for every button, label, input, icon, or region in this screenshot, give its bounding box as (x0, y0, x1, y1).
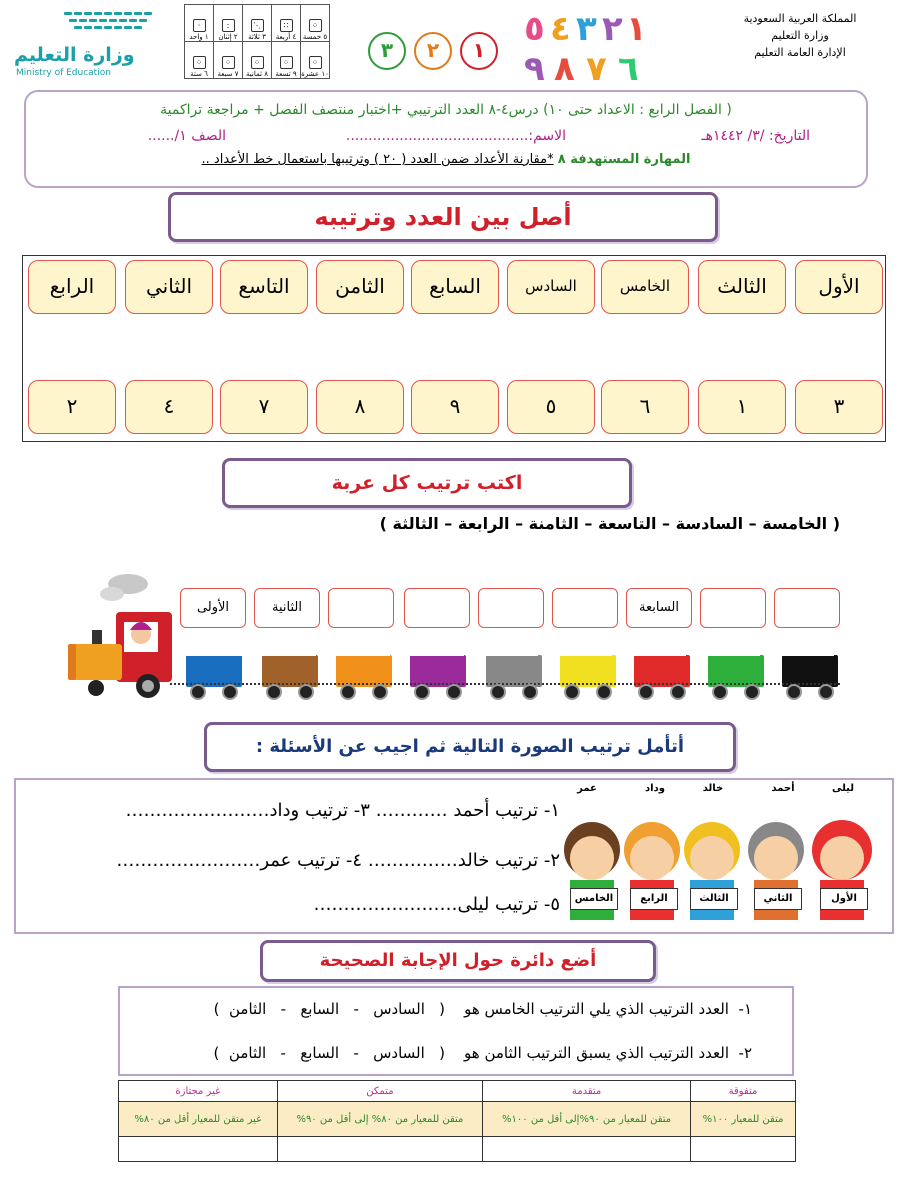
section1-title: أصل بين العدد وترتيبه (168, 192, 718, 242)
class-field[interactable]: الصف ١/...... (147, 128, 226, 144)
rubric-mark-cell[interactable] (691, 1137, 796, 1162)
ordinal-cell[interactable]: السادس (507, 260, 595, 314)
ordinal-cell[interactable]: الثالث (698, 260, 786, 314)
kid-sign: الخامس (570, 888, 618, 910)
header-text-block (720, 10, 880, 61)
rubric-header: متمكن (277, 1081, 482, 1102)
question-line[interactable]: ٢- ترتيب خالد…………… ٤- ترتيب عمر…………………… (116, 850, 560, 871)
mc-question[interactable]: ١- العدد الترتيب الذي يلي الترتيب الخامس هو ( السادس - السابع - الثامن ) (213, 1000, 752, 1018)
train-answer-box[interactable] (404, 588, 470, 628)
svg-text:٨: ٨ (554, 49, 575, 84)
number-cell[interactable]: ٦ (601, 380, 689, 434)
train-answer-box[interactable] (774, 588, 840, 628)
dice-cell: ⁘ ٦ ستة (185, 42, 214, 79)
train-answer-box[interactable] (478, 588, 544, 628)
name-field[interactable]: الاسم:......................................... (345, 128, 566, 144)
dice-number-table (184, 4, 330, 79)
train-answer-box[interactable] (552, 588, 618, 628)
ordinal-cell[interactable]: الخامس (601, 260, 689, 314)
rubric-description: متقن للمعيار من ٩٠%إلى أقل من ١٠٠% (483, 1102, 691, 1137)
number-cell[interactable]: ٧ (220, 380, 308, 434)
dice-cell: : ٢ إثنان (214, 5, 243, 42)
section4-title: أضع دائرة حول الإجابة الصحيحة (260, 940, 656, 982)
dice-cell: ⁘ ٧ سبعة (214, 42, 243, 79)
apple-number-icon: ٣ (368, 32, 406, 70)
directorate-label: الإدارة العامة التعليم (754, 46, 846, 59)
train-answer-box[interactable]: الأولى (180, 588, 246, 628)
lesson-title: ( الفصل الرابع : الاعداد حتى ١٠) درس٤-٨ العدد الترتيبي +اختبار منتصف الفصل + مراجعة تراكمية (160, 102, 732, 118)
number-cell[interactable]: ١ (698, 380, 786, 434)
kid-name: ليلى (831, 783, 855, 794)
svg-text:٤: ٤ (550, 9, 571, 49)
svg-text:٥: ٥ (524, 9, 545, 49)
date-field[interactable]: التاريخ: /٣/ ١٤٤٢هـ (701, 128, 810, 144)
apple-number-icon: ٢ (414, 32, 452, 70)
train-car-rims (186, 652, 838, 656)
ordinal-cell[interactable]: التاسع (220, 260, 308, 314)
ordinal-cell[interactable]: الأول (795, 260, 883, 314)
number-cell[interactable]: ٤ (125, 380, 213, 434)
number-cell[interactable]: ٥ (507, 380, 595, 434)
question-line[interactable]: ٥- ترتيب ليلى…………………… (313, 894, 560, 915)
apple-number-icon: ١ (460, 32, 498, 70)
ministry-logo-english: Ministry of Education (16, 68, 111, 78)
kid-name: عمر (577, 783, 597, 794)
ordinal-cell[interactable]: الثاني (125, 260, 213, 314)
ordinal-cell[interactable]: السابع (411, 260, 499, 314)
svg-text:٢: ٢ (602, 9, 623, 49)
kid-sign: الأول (820, 888, 868, 910)
number-cell[interactable]: ٣ (795, 380, 883, 434)
rubric-mark-cell[interactable] (119, 1137, 278, 1162)
kingdom-label: المملكة العربية السعودية (743, 12, 857, 25)
rubric-header: متفوقة (691, 1081, 796, 1102)
kid-name: وداد (645, 783, 665, 794)
section2-title: اكتب ترتيب كل عربة (222, 458, 632, 508)
train-answer-box[interactable] (328, 588, 394, 628)
rubric-mark-cell[interactable] (483, 1137, 691, 1162)
rubric-header: متقدمة (483, 1081, 691, 1102)
number-cell[interactable]: ٨ (316, 380, 404, 434)
dice-cell: · ١ واحد (185, 5, 214, 42)
mc-question[interactable]: ٢- العدد الترتيب الذي يسبق الترتيب الثامن هو ( السادس - السابع - الثامن ) (213, 1044, 752, 1062)
kid-sign: الثاني (754, 888, 802, 910)
target-skill (26, 152, 866, 167)
rubric-description: غير متقن للمعيار أقل من ٨٠% (119, 1102, 278, 1137)
train-answer-box[interactable]: السابعة (626, 588, 692, 628)
train-engine-icon (66, 570, 176, 700)
train-answer-box[interactable] (700, 588, 766, 628)
kid-name: خالد (702, 783, 724, 794)
multiple-choice-box (118, 986, 794, 1076)
question-line[interactable]: ١- ترتيب أحمد ………… ٣- ترتيب وداد…………………… (125, 800, 560, 821)
dice-cell: ⁘ ١٠ عشرة (301, 42, 330, 79)
rubric-mark-cell[interactable] (277, 1137, 482, 1162)
svg-text:٦: ٦ (618, 49, 639, 84)
train-answer-box[interactable]: الثانية (254, 588, 320, 628)
dice-cell: ∷ ٤ أربعة (272, 5, 301, 42)
svg-text:٣: ٣ (576, 9, 597, 49)
cartoon-numerals-icon (520, 4, 660, 84)
word-bank: ( الخامسة – السادسة – التاسعة – الثامنة – الرابعة – الثالثة ) (379, 514, 840, 533)
dice-cell: ⋰ ٣ ثلاثة (243, 5, 272, 42)
number-cell[interactable]: ٩ (411, 380, 499, 434)
ministry-label: وزارة التعليم (771, 29, 829, 42)
dice-cell: ⁘ ٩ تسعة (272, 42, 301, 79)
rubric-header: غير مجتازة (119, 1081, 278, 1102)
svg-text:٧: ٧ (586, 49, 607, 84)
skill-text: *مقارنة الأعداد ضمن العدد ( ٢٠ ) وترتيبها باستعمال خط الأعداد .. (201, 152, 554, 167)
kid-sign: الرابع (630, 888, 678, 910)
ministry-logo-arabic: وزارة التعليم (14, 44, 135, 66)
skill-title: المهارة المستهدفة ٨ (557, 152, 691, 167)
kid-name: أحمد (771, 783, 795, 794)
svg-text:٩: ٩ (524, 49, 545, 84)
rubric-description: متقن للمعيار من ٨٠% إلى أقل من ٩٠% (277, 1102, 482, 1137)
section3-title: أتأمل ترتيب الصورة التالية ثم اجيب عن الأسئلة : (204, 722, 736, 772)
svg-text:١: ١ (626, 9, 647, 49)
dice-cell: ⁘ ٥ خمسة (301, 5, 330, 42)
rubric-description: متقن للمعيار ١٠٠% (691, 1102, 796, 1137)
train-wheels-icon (186, 682, 846, 702)
rubric-table (118, 1080, 796, 1162)
dice-cell: ⁘ ٨ ثمانية (243, 42, 272, 79)
ordinal-cell[interactable]: الثامن (316, 260, 404, 314)
kid-sign: الثالث (690, 888, 738, 910)
number-cell[interactable]: ٢ (28, 380, 116, 434)
ordinal-cell[interactable]: الرابع (28, 260, 116, 314)
lesson-info-box (24, 90, 868, 188)
